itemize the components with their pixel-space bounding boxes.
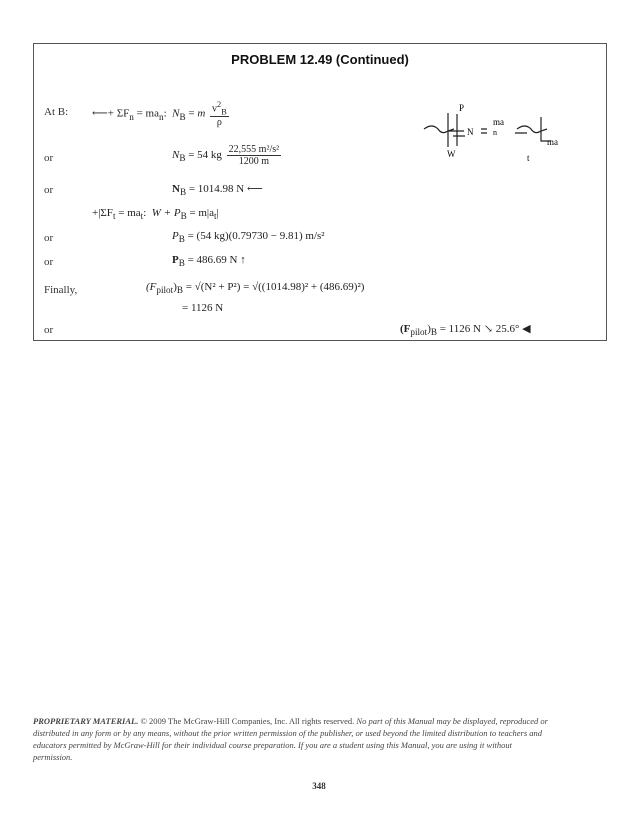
pilot-seat-sketch bbox=[453, 114, 465, 146]
equation-tangential-direction: $+|\Sigma F_t = ma_t$: $W + P_B = m|a_t|$ bbox=[92, 207, 219, 222]
pilot-body-sketch bbox=[424, 113, 464, 147]
equation-pb-result: $P_B = 486.69$ N ↑ bbox=[172, 254, 246, 269]
sketch-label-n: n bbox=[493, 128, 497, 137]
label-or-1: or bbox=[44, 152, 54, 164]
equation-nb-value: $N_B = 54$ kg $\frac{\text{22,555 m²/s²}}{1200 m}$ bbox=[172, 144, 280, 167]
sketch-label-w: W bbox=[447, 149, 456, 159]
arrow-up-icon: ↑ bbox=[240, 254, 246, 266]
page-number: 348 bbox=[312, 781, 326, 791]
sketch-label-nb: N bbox=[467, 127, 474, 137]
label-or-4: or bbox=[44, 256, 54, 268]
inertia-sketch bbox=[515, 117, 551, 141]
equals-sign bbox=[481, 129, 487, 133]
label-at-b: At B: bbox=[44, 106, 69, 118]
equation-fpilot-result: = 1126 N bbox=[182, 302, 224, 314]
final-answer: $(F_{pilot})_B = 1126$ N ↘ 25.6° ◀ bbox=[400, 323, 531, 338]
answer-marker-icon: ◀ bbox=[522, 323, 531, 335]
equation-fpilot: $(F_{pilot})_B = √(N^2 + P^2) = √((1014.98)^2 + (486.69)^2)$ bbox=[146, 281, 365, 296]
footer-lead: PROPRIETARY MATERIAL. bbox=[33, 716, 139, 726]
arrow-left-icon: ⟵ bbox=[246, 183, 263, 195]
free-body-sketch bbox=[419, 99, 589, 169]
sketch-label-pb: P bbox=[459, 103, 465, 113]
label-or-2: or bbox=[44, 184, 54, 196]
footer-copyright: © 2009 The McGraw-Hill Companies, Inc. All rights reserved. bbox=[140, 716, 355, 726]
label-or-5: or bbox=[44, 324, 54, 336]
sketch-label-t: t bbox=[527, 153, 530, 163]
equation-pb-value: $P_B = (54$ kg)(0.79730 − 9.81) m/s² bbox=[172, 230, 325, 245]
sketch-label-man: ma bbox=[493, 117, 504, 127]
equation-normal-direction: ⟵+ $\Sigma F_n = ma_n$: $N_B = m$ $\frac{v^2_B}{\rho}$ bbox=[92, 100, 227, 129]
sketch-label-mat: ma bbox=[547, 137, 558, 147]
equation-nb-result: $N_B = 1014.98$ N ⟵ bbox=[172, 183, 263, 198]
problem-title: PROBLEM 12.49 (Continued) bbox=[231, 52, 409, 67]
plus-arrow-icon: ⟵+ bbox=[92, 107, 117, 120]
label-or-3: or bbox=[44, 232, 54, 244]
footer-body: No part of this Manual may be displayed, reproduced or distributed in any form or by any means, without the prior written permission of the publisher, or used beyond the limited distribution to teachers and educators permitted by McGraw-Hill for their individual course preparation. If you are a student using this Manual, you are using it without permission. bbox=[33, 716, 548, 762]
copyright-footer bbox=[33, 715, 553, 763]
angle-arrow-icon: ↘ bbox=[483, 323, 493, 335]
label-finally: Finally, bbox=[44, 284, 78, 296]
solution-box bbox=[33, 43, 607, 341]
